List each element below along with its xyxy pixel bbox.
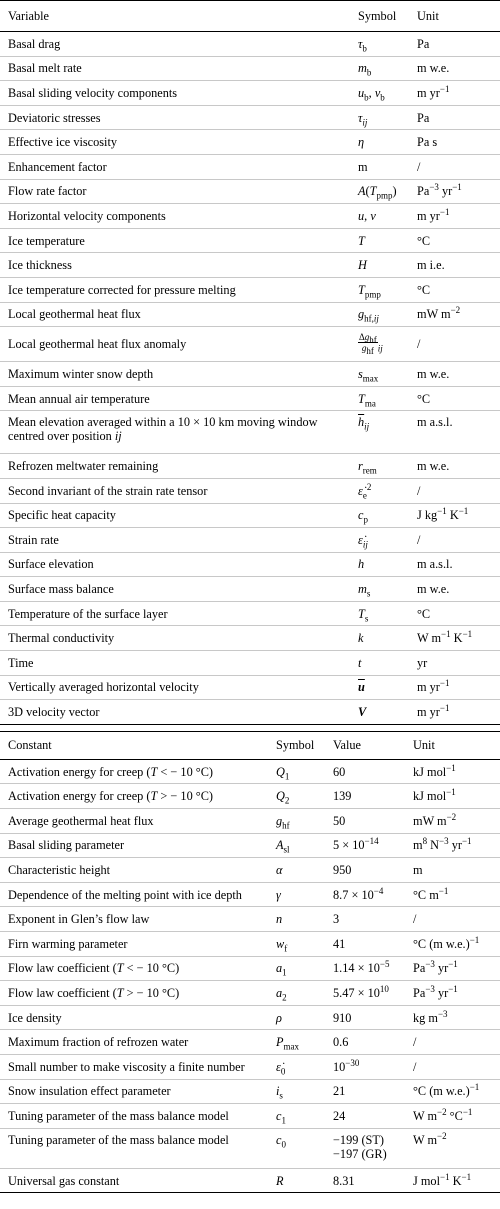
constant-symbol: n (268, 907, 325, 932)
constant-row (0, 833, 500, 858)
variable-row (0, 130, 500, 155)
constant-name: Ice density (0, 1005, 268, 1030)
variable-symbol: h (350, 552, 409, 577)
variable-row (0, 411, 500, 454)
constant-value: $1.14 \times 10^{-5}$ (325, 956, 405, 981)
variable-row (0, 179, 500, 204)
constant-value: 60 (325, 759, 405, 784)
constant-value: 950 (325, 858, 405, 883)
constant-row (0, 1030, 500, 1055)
symbol-column-header: Symbol (268, 731, 325, 759)
variable-unit: m a.s.l. (409, 552, 500, 577)
variable-unit: Pa s (409, 130, 500, 155)
variable-symbol: $\varepsiloṅ_e^2$ (350, 478, 409, 503)
variable-column-header: Variable (0, 1, 350, 32)
constant-unit: °C (m w.e.)$^{-1}$ (405, 1079, 500, 1104)
variable-row (0, 386, 500, 411)
constant-row (0, 882, 500, 907)
constant-value: 139 (325, 784, 405, 809)
variable-name: Specific heat capacity (0, 503, 350, 528)
variable-name: Time (0, 651, 350, 676)
variable-row (0, 362, 500, 387)
variable-symbol: $\tau_b$ (350, 32, 409, 57)
constant-name: Basal sliding parameter (0, 833, 268, 858)
constant-symbol: $c_0$ (268, 1128, 325, 1168)
variable-symbol: u, v (350, 204, 409, 229)
variable-row (0, 277, 500, 302)
variable-row (0, 105, 500, 130)
constants-header-row (0, 731, 500, 759)
constant-value: 21 (325, 1079, 405, 1104)
variable-unit: m a.s.l. (409, 411, 500, 454)
constant-name: Tuning parameter of the mass balance model (0, 1128, 268, 1168)
variable-symbol: H (350, 253, 409, 278)
variable-unit: yr (409, 651, 500, 676)
variable-unit: °C (409, 277, 500, 302)
constant-symbol: $Q_2$ (268, 784, 325, 809)
variable-row (0, 228, 500, 253)
constant-name: Activation energy for creep (T > − 10 °C) (0, 784, 268, 809)
variable-name: Flow rate factor (0, 179, 350, 204)
constant-row (0, 858, 500, 883)
variable-row (0, 327, 500, 362)
constant-unit: / (405, 1054, 500, 1079)
variable-symbol: $T_{ma}$ (350, 386, 409, 411)
variable-unit: J $kg^{-1}$ $K^{-1}$ (409, 503, 500, 528)
variable-name: Ice temperature corrected for pressure melting (0, 277, 350, 302)
constant-name: Snow insulation effect parameter (0, 1079, 268, 1104)
constant-symbol: γ (268, 882, 325, 907)
constant-row (0, 981, 500, 1006)
variable-symbol: $\frac{\Delta g_{hf}}{\overline{g}_{hf}}$ $_{ij}$ (350, 327, 409, 362)
variable-name: Effective ice viscosity (0, 130, 350, 155)
variable-row (0, 651, 500, 676)
constant-name: Universal gas constant (0, 1168, 268, 1193)
variable-unit: m $yr^{-1}$ (409, 204, 500, 229)
variable-row (0, 204, 500, 229)
constant-name: Small number to make viscosity a finite number (0, 1054, 268, 1079)
variable-unit: m w.e. (409, 454, 500, 479)
variable-name: Basal drag (0, 32, 350, 57)
variable-name: Local geothermal heat flux (0, 302, 350, 327)
variable-unit: / (409, 327, 500, 362)
constant-symbol: R (268, 1168, 325, 1193)
variable-row (0, 528, 500, 553)
constant-symbol: $i_s$ (268, 1079, 325, 1104)
variable-symbol: k (350, 626, 409, 651)
variable-name: Basal melt rate (0, 56, 350, 81)
constant-symbol: $c_1$ (268, 1104, 325, 1129)
variable-symbol: V (350, 700, 409, 725)
variable-row (0, 56, 500, 81)
variable-name: Ice thickness (0, 253, 350, 278)
variable-symbol: $T_s$ (350, 601, 409, 626)
constant-unit: W $m^{-2}$ (405, 1128, 500, 1168)
variable-unit: °C (409, 386, 500, 411)
variables-table-body (0, 32, 500, 725)
variable-unit: $Pa^{-3}$ $yr^{-1}$ (409, 179, 500, 204)
constant-unit: mW $m^{-2}$ (405, 809, 500, 834)
constant-name: Average geothermal heat flux (0, 809, 268, 834)
constant-unit: $Pa^{-3}$ $yr^{-1}$ (405, 981, 500, 1006)
constant-unit: m (405, 858, 500, 883)
symbol-column-header: Symbol (350, 1, 409, 32)
variable-unit: mW $m^{-2}$ (409, 302, 500, 327)
constant-value: $5 \times 10^{-14}$ (325, 833, 405, 858)
constant-unit: / (405, 907, 500, 932)
variable-symbol: $u_b$, $v_b$ (350, 81, 409, 106)
variable-name: Enhancement factor (0, 154, 350, 179)
variable-symbol: $r_{rem}$ (350, 454, 409, 479)
constant-unit: kJ mol$^{-1}$ (405, 759, 500, 784)
constant-unit: kJ mol$^{-1}$ (405, 784, 500, 809)
constant-symbol: α (268, 858, 325, 883)
variable-symbol: $s_{max}$ (350, 362, 409, 387)
constant-value: $8.7 \times 10^{-4}$ (325, 882, 405, 907)
constant-symbol: $w_f$ (268, 932, 325, 957)
constant-name: Dependence of the melting point with ice depth (0, 882, 268, 907)
constant-row (0, 932, 500, 957)
constant-unit: $Pa^{-3}$ $yr^{-1}$ (405, 956, 500, 981)
variable-symbol: $\tau_{ij}$ (350, 105, 409, 130)
variable-row (0, 32, 500, 57)
variable-name: 3D velocity vector (0, 700, 350, 725)
variable-row (0, 577, 500, 602)
variable-row (0, 454, 500, 479)
variable-symbol: $g_{hf,ij}$ (350, 302, 409, 327)
variable-unit: m w.e. (409, 56, 500, 81)
constant-unit: °C $m^{-1}$ (405, 882, 500, 907)
variable-row (0, 253, 500, 278)
variable-row (0, 81, 500, 106)
variable-row (0, 552, 500, 577)
variable-name: Surface elevation (0, 552, 350, 577)
variable-symbol: $\varepsiloṅ_{ij}$ (350, 528, 409, 553)
variable-unit: m $yr^{-1}$ (409, 675, 500, 700)
constant-value: 3 (325, 907, 405, 932)
variable-row (0, 154, 500, 179)
variable-row (0, 626, 500, 651)
constant-symbol: ρ (268, 1005, 325, 1030)
constant-unit: W $m^{-2}$ $^\circ C^{-1}$ (405, 1104, 500, 1129)
constant-unit: $m^8$ $N^{-3}$ $yr^{-1}$ (405, 833, 500, 858)
variable-name: Maximum winter snow depth (0, 362, 350, 387)
constant-name: Flow law coefficient (T > − 10 °C) (0, 981, 268, 1006)
variable-row (0, 675, 500, 700)
constant-value: −199 (ST) −197 (GR) (325, 1128, 405, 1168)
variable-unit: Pa (409, 32, 500, 57)
variable-unit: Pa (409, 105, 500, 130)
variable-name: Temperature of the surface layer (0, 601, 350, 626)
variable-row (0, 478, 500, 503)
constant-value: 41 (325, 932, 405, 957)
variable-name: Horizontal velocity components (0, 204, 350, 229)
variable-row (0, 302, 500, 327)
variable-symbol: $A(T_{pmp})$ (350, 179, 409, 204)
unit-column-header: Unit (405, 731, 500, 759)
variable-unit: °C (409, 601, 500, 626)
variable-unit: °C (409, 228, 500, 253)
variable-name: Strain rate (0, 528, 350, 553)
value-column-header: Value (325, 731, 405, 759)
variable-name: Thermal conductivity (0, 626, 350, 651)
variable-name: Mean annual air temperature (0, 386, 350, 411)
variable-unit: / (409, 154, 500, 179)
variable-unit: m w.e. (409, 362, 500, 387)
variable-name: Second invariant of the strain rate tensor (0, 478, 350, 503)
unit-column-header: Unit (409, 1, 500, 32)
constant-value: $5.47 \times 10^{10}$ (325, 981, 405, 1006)
constant-row (0, 1104, 500, 1129)
constant-row (0, 1168, 500, 1193)
variable-symbol: $m_b$ (350, 56, 409, 81)
variable-unit: / (409, 478, 500, 503)
variable-symbol: $\overline{h}_{ij}$ (350, 411, 409, 454)
constants-table-body (0, 759, 500, 1193)
constant-symbol: $g_{hf}$ (268, 809, 325, 834)
constant-name: Exponent in Glen’s flow law (0, 907, 268, 932)
variable-unit: / (409, 528, 500, 553)
constant-row (0, 956, 500, 981)
constant-value: 24 (325, 1104, 405, 1129)
variables-header-row (0, 1, 500, 32)
variable-unit: m i.e. (409, 253, 500, 278)
constant-name: Firn warming parameter (0, 932, 268, 957)
constant-column-header: Constant (0, 731, 268, 759)
variable-row (0, 503, 500, 528)
constant-row (0, 809, 500, 834)
variable-name: Local geothermal heat flux anomaly (0, 327, 350, 362)
constant-symbol: $a_1$ (268, 956, 325, 981)
constant-row (0, 1079, 500, 1104)
constant-name: Flow law coefficient (T < − 10 °C) (0, 956, 268, 981)
constant-name: Characteristic height (0, 858, 268, 883)
constant-name: Activation energy for creep (T < − 10 °C) (0, 759, 268, 784)
variable-symbol: m (350, 154, 409, 179)
variable-unit: m $yr^{-1}$ (409, 700, 500, 725)
constant-symbol: $a_2$ (268, 981, 325, 1006)
constant-row (0, 1005, 500, 1030)
constant-symbol: $A_{sl}$ (268, 833, 325, 858)
constant-unit: kg $m^{-3}$ (405, 1005, 500, 1030)
constant-value: 50 (325, 809, 405, 834)
constant-row (0, 759, 500, 784)
constant-value: 0.6 (325, 1030, 405, 1055)
constant-value: 8.31 (325, 1168, 405, 1193)
constant-symbol: $Q_1$ (268, 759, 325, 784)
variable-unit: m w.e. (409, 577, 500, 602)
variable-name: Vertically averaged horizontal velocity (0, 675, 350, 700)
variable-row (0, 601, 500, 626)
constant-symbol: $P_{max}$ (268, 1030, 325, 1055)
variable-name: Ice temperature (0, 228, 350, 253)
variable-symbol: $T_{pmp}$ (350, 277, 409, 302)
constant-value: $10^{-30}$ (325, 1054, 405, 1079)
variable-symbol: t (350, 651, 409, 676)
constants-table (0, 731, 500, 1194)
variable-name: Surface mass balance (0, 577, 350, 602)
variable-name: Basal sliding velocity components (0, 81, 350, 106)
variable-unit: m $yr^{-1}$ (409, 81, 500, 106)
variable-symbol: $\overline{u}$ (350, 675, 409, 700)
constant-row (0, 907, 500, 932)
constant-row (0, 1054, 500, 1079)
variable-name: Refrozen meltwater remaining (0, 454, 350, 479)
constant-symbol: $\varepsiloṅ_0$ (268, 1054, 325, 1079)
variable-name: Mean elevation averaged within a 10 × 10 km moving window centred over position ij (0, 411, 350, 454)
constant-name: Maximum fraction of refrozen water (0, 1030, 268, 1055)
variable-name: Deviatoric stresses (0, 105, 350, 130)
variable-row (0, 700, 500, 725)
variable-symbol: η (350, 130, 409, 155)
constant-unit: °C (m w.e.)$^{-1}$ (405, 932, 500, 957)
variable-unit: W $m^{-1}$ $K^{-1}$ (409, 626, 500, 651)
constant-row (0, 1128, 500, 1168)
variable-symbol: T (350, 228, 409, 253)
constant-row (0, 784, 500, 809)
constant-unit: / (405, 1030, 500, 1055)
constant-unit: J mol$^{-1}$ $K^{-1}$ (405, 1168, 500, 1193)
constant-value: 910 (325, 1005, 405, 1030)
constant-name: Tuning parameter of the mass balance model (0, 1104, 268, 1129)
variable-symbol: $c_p$ (350, 503, 409, 528)
variable-symbol: $m_s$ (350, 577, 409, 602)
